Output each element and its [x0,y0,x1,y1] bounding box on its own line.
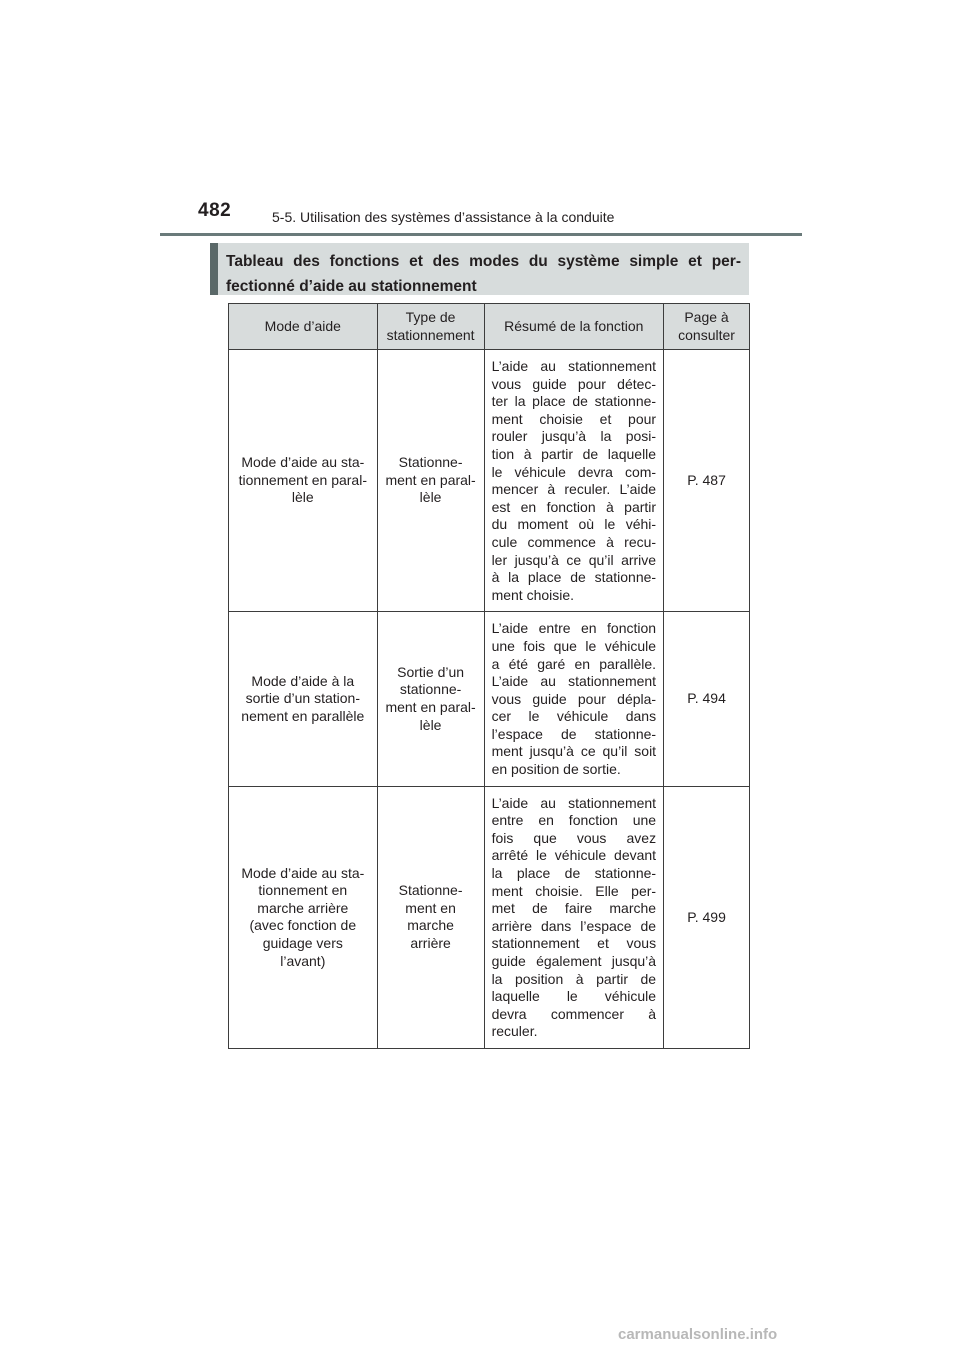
table-header-row [229,304,750,350]
section-title-line-2: fectionné d’aide au stationnement [226,278,477,295]
running-header: 5-5. Utilisation des systèmes d’assistance à la conduite [272,209,615,225]
cell-page: P. 487 [664,350,750,612]
cell-mode: Mode d’aide au sta- tionnement en marche arrière (avec fonction de guidage vers l’avant) [229,786,378,1048]
cell-type: Stationne- ment en marche arrière [377,786,484,1048]
header-page: Page à consulter [664,304,750,350]
watermark: carmanualsonline.info [618,1326,778,1343]
header-type: Type de stationnement [377,304,484,350]
cell-page: P. 494 [664,612,750,786]
functions-table [228,303,750,1049]
table-row [229,350,750,612]
table-row [229,786,750,1048]
section-title-box [210,243,749,295]
cell-type: Sortie d’un stationne- ment en paral- lèle [377,612,484,786]
header-mode: Mode d’aide [229,304,378,350]
cell-summary: L’aide entre en fonction une fois que le véhicule a été garé en parallèle. L’aide au stationnement vous guide pour dépla- cer le véhicule dans l’espace de stationne- ment jusqu’à ce qu’il soit en position de sortie. [484,612,664,786]
cell-summary: L’aide au stationnement vous guide pour détec- ter la place de stationne- ment choisie et pour rouler jusqu’à la posi- tion à partir de laquelle le véhicule devra com- mencer à reculer. L’aide est en fonction à partir du moment où le véhi- cule commence à recu- ler jusqu’à ce qu’il arrive à la place de stationne- ment choisie. [484,350,664,612]
header-summary: Résumé de la fonction [484,304,664,350]
cell-page: P. 499 [664,786,750,1048]
cell-mode: Mode d’aide au sta- tionnement en paral- lèle [229,350,378,612]
page-number: 482 [198,200,232,221]
cell-type: Stationne- ment en paral- lèle [377,350,484,612]
cell-summary: L’aide au stationnement entre en fonction une fois que vous avez arrêté le véhicule devant la place de stationne- ment choisie. Elle per- met de faire marche arrière dans l’espace de stationnement et vous guide également jusqu’à la position à partir de laquelle le véhicule devra commencer à reculer. [484,786,664,1048]
table-row [229,612,750,786]
section-title-line-1: Tableau des fonctions et des modes du système simple et per- [226,253,741,270]
cell-mode: Mode d’aide à la sortie d’un station- nement en parallèle [229,612,378,786]
header-rule [160,233,802,236]
